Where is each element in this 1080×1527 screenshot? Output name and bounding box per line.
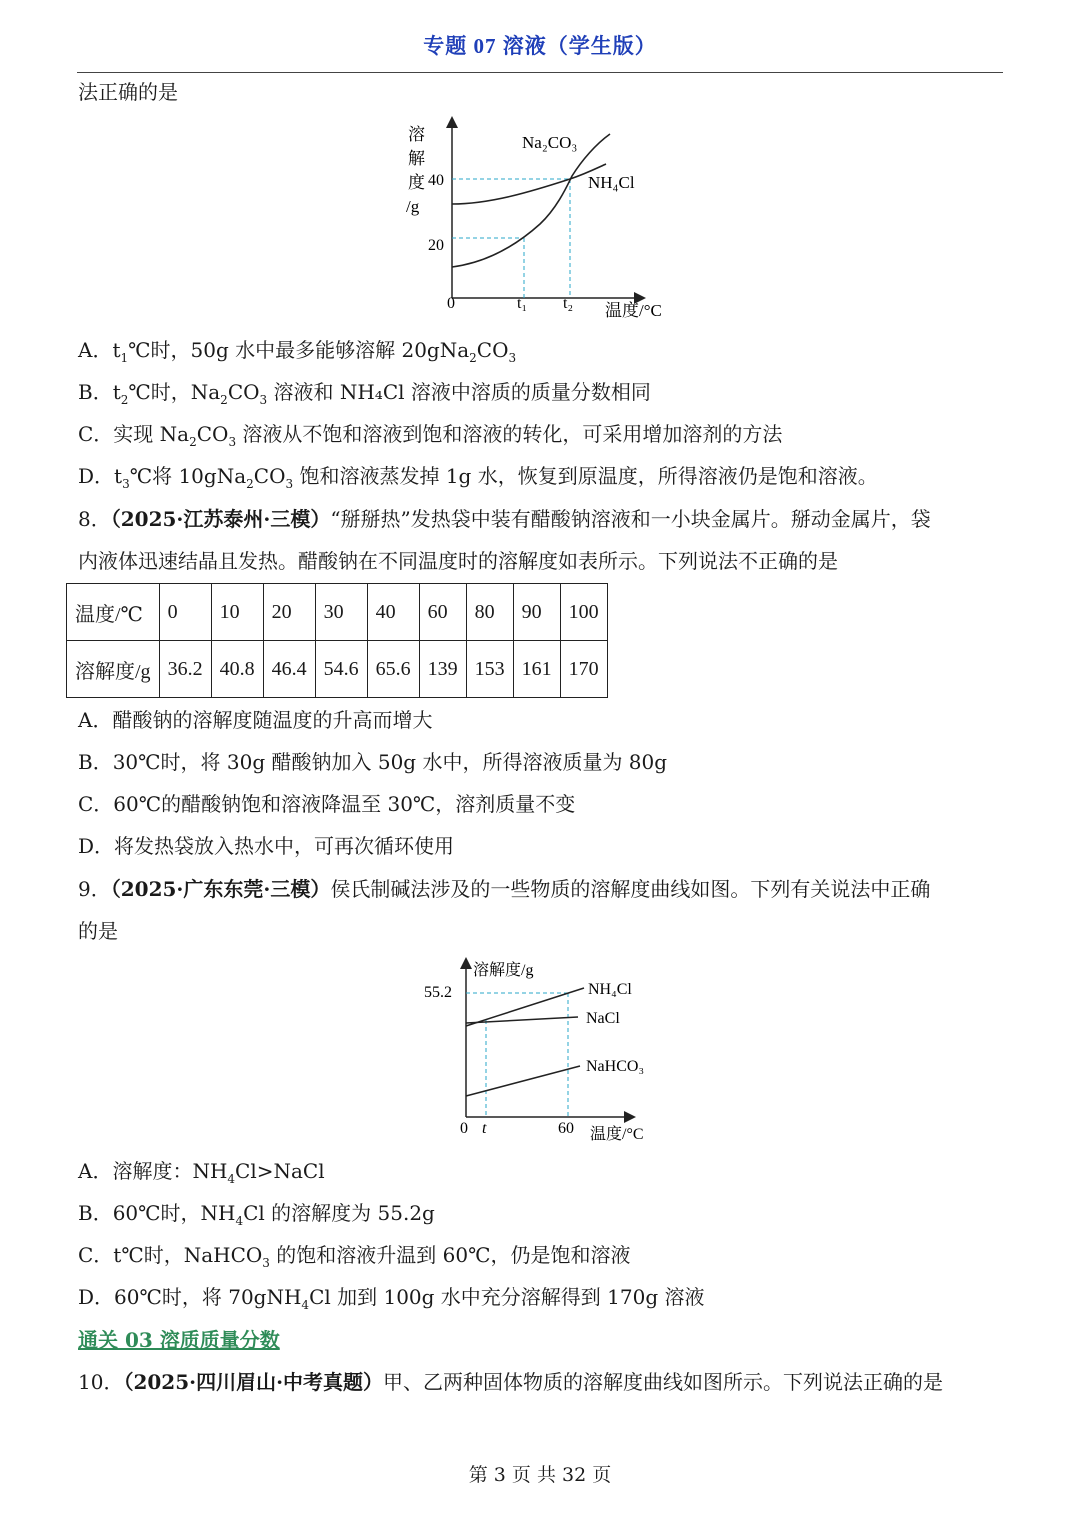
chart1-label-na2co3: Na₂CO₃ [522, 133, 578, 152]
section-heading: 通关 03 溶质质量分数 [78, 1328, 280, 1352]
solubility-chart-na2co3-nh4cl [400, 112, 690, 324]
q9-option-b: B．60℃时，$NH_4Cl$ 的溶解度为 55.2g [78, 1201, 435, 1228]
table-cell: 60 [419, 584, 466, 641]
solubility-table [66, 583, 608, 698]
chart1-ytick-20: 20 [428, 237, 444, 254]
chart2-ylabel: 溶解度/g [473, 962, 534, 979]
q8-option-c: C．60℃的醋酸钠饱和溶液降温至 30℃，溶剂质量不变 [78, 792, 576, 816]
q8-option-d: D．将发热袋放入热水中，可再次循环使用 [78, 834, 455, 858]
table-cell: 0 [159, 584, 211, 641]
chart1-ylabel-2: 解 [408, 149, 425, 168]
q7-option-b: B．$t_2℃$时，$Na_2CO_3$ 溶液和 NH₄Cl 溶液中溶质的质量分数相同 [78, 380, 651, 407]
q9-option-a: A．溶解度：$NH_4Cl>NaCl$ [78, 1159, 325, 1186]
table-cell: 80 [466, 584, 513, 641]
chart1-xtick-t2: t₂ [563, 295, 574, 312]
chart2-xtick-t: t [482, 1120, 487, 1137]
table-cell: 170 [560, 641, 607, 698]
table-cell: 100 [560, 584, 607, 641]
header-divider [77, 72, 1003, 73]
chart1-curve-na2co3 [452, 134, 610, 267]
chart1-label-nh4cl: NH₄Cl [588, 173, 635, 192]
table-cell: 90 [513, 584, 560, 641]
table-cell: 30 [315, 584, 367, 641]
q9-option-d: D．60℃时，将 70gNH$_4$Cl 加到 100g 水中充分溶解得到 170g 溶液 [78, 1285, 705, 1312]
table-row-solubility [67, 641, 608, 698]
chart2-xlabel: 温度/°C [590, 1126, 644, 1143]
table-cell: 153 [466, 641, 513, 698]
q8-stem-line1: 8．（2025·江苏泰州·三模）“掰掰热”发热袋中装有醋酸钠溶液和一小块金属片。掰动金属片，袋 [78, 507, 931, 531]
table-row-temperature [67, 584, 608, 641]
chart1-ylabel-4: /g [406, 197, 420, 216]
q8-stem-line2: 内液体迅速结晶且发热。醋酸钠在不同温度时的溶解度如表所示。下列说法不正确的是 [78, 549, 838, 573]
q7-option-d: D．$t_3℃$将 $10gNa_2CO_3$ 饱和溶液蒸发掉 1g 水，恢复到原温度，所得溶液仍是饱和溶液。 [78, 464, 878, 491]
q9-stem-line1: 9．（2025·广东东莞·三模）侯氏制碱法涉及的一些物质的溶解度曲线如图。下列有关说法中正确 [78, 877, 931, 901]
table-cell: 20 [263, 584, 315, 641]
table-cell: 139 [419, 641, 466, 698]
chart2-line-nahco3 [466, 1066, 580, 1096]
q9-option-c: C．t℃时，NaHCO$_3$ 的饱和溶液升温到 60℃，仍是饱和溶液 [78, 1243, 631, 1270]
chart1-xtick-t1: t₁ [517, 295, 528, 312]
chart2-label-nh4cl: NH₄Cl [588, 981, 632, 998]
chart2-ytick-55: 55.2 [424, 984, 452, 1001]
chart1-ylabel-3: 度 [408, 173, 425, 192]
chart2-label-nahco3: NaHCO₃ [586, 1058, 645, 1075]
chart2-xtick-0: 0 [460, 1120, 468, 1137]
table-cell: 65.6 [367, 641, 419, 698]
q7-option-a: A．$t_1℃$时，50g 水中最多能够溶解 $20gNa_2CO_3$ [78, 338, 517, 365]
page-footer: 第 3 页 共 32 页 [468, 1464, 612, 1486]
chart1-xlabel: 温度/°C [605, 301, 662, 320]
table-cell: 10 [211, 584, 263, 641]
solubility-chart-nh4cl-nacl-nahco3 [418, 955, 663, 1145]
chart1-ytick-40: 40 [428, 172, 444, 189]
chart1-curve-nh4cl [452, 164, 606, 204]
chart2-xtick-60: 60 [558, 1120, 574, 1137]
q7-stem-tail: 法正确的是 [78, 80, 178, 104]
table-row-header: 温度/℃ [67, 584, 160, 641]
header-title: 专题 07 溶液（学生版） [423, 34, 657, 58]
chart1-xtick-0: 0 [447, 295, 455, 312]
q8-option-a: A．醋酸钠的溶解度随温度的升高而增大 [78, 708, 433, 732]
table-cell: 40.8 [211, 641, 263, 698]
table-cell: 46.4 [263, 641, 315, 698]
chart2-label-nacl: NaCl [586, 1010, 620, 1027]
table-cell: 36.2 [159, 641, 211, 698]
q9-stem-line2: 的是 [78, 919, 118, 943]
table-row-header: 溶解度/g [67, 641, 160, 698]
q8-option-b: B．30℃时，将 30g 醋酸钠加入 50g 水中，所得溶液质量为 80g [78, 750, 668, 774]
chart1-ylabel-1: 溶 [408, 125, 425, 144]
table-cell: 161 [513, 641, 560, 698]
q7-option-c: C．实现 $Na_2CO_3$ 溶液从不饱和溶液到饱和溶液的转化，可采用增加溶剂的方法 [78, 422, 783, 449]
q10-stem: 10．（2025·四川眉山·中考真题）甲、乙两种固体物质的溶解度曲线如图所示。下列说法正确的是 [78, 1370, 944, 1394]
table-cell: 40 [367, 584, 419, 641]
table-cell: 54.6 [315, 641, 367, 698]
